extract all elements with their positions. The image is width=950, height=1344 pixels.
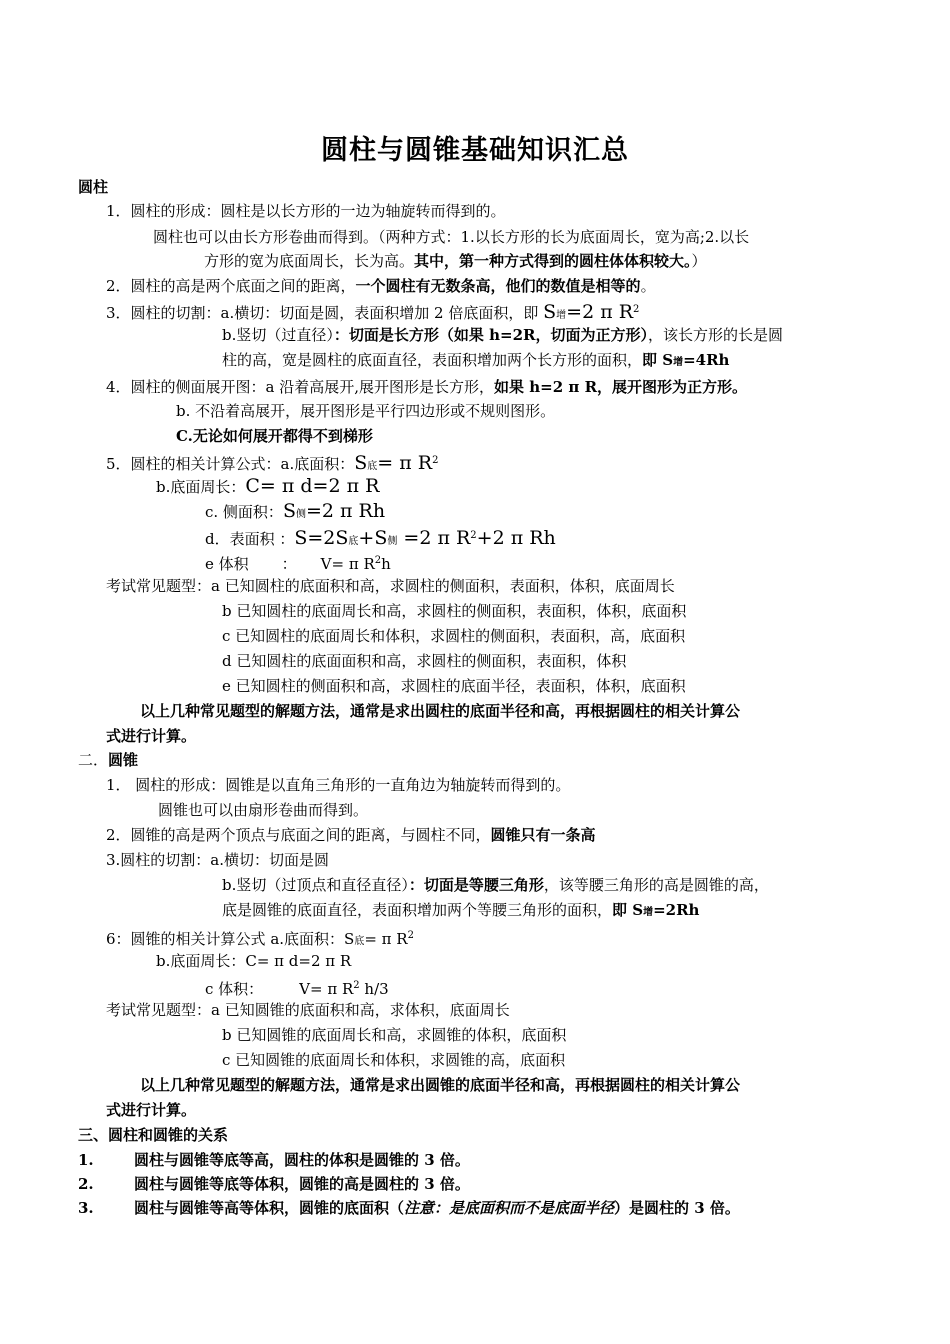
bold-text-span: 圆柱与圆锥等高等体积，圆锥的底面积（ [134, 1199, 405, 1217]
relation-item-number: 1. [78, 1151, 94, 1169]
bold-text-span: ）是圆柱的 3 倍。 [614, 1199, 740, 1217]
cylinder-summary-line-1: 以上几种常见题型的解题方法，通常是求出圆柱的底面半径和高，再根据圆柱的相关计算公 [140, 702, 741, 720]
cone-summary-line-1: 以上几种常见题型的解题方法，通常是求出圆锥的底面半径和高，再根据圆柱的相关计算公 [140, 1076, 741, 1094]
cone-formula-volume [205, 976, 389, 999]
formula-text: h [381, 555, 391, 573]
cylinder-unfold-line-c: C.无论如何展开都得不到梯形 [176, 427, 373, 445]
formula-text: = π R [364, 930, 408, 948]
cylinder-unfold-line-b: b. 不沿着高展开，展开图形是平行四边形或不规则图形。 [176, 402, 556, 420]
section-heading-cone [78, 750, 138, 770]
formula-text: = π R [377, 452, 433, 474]
cone-formation-sector-line: 圆锥也可以由扇形卷曲而得到。 [158, 801, 369, 819]
text-span: b.底面周长： [156, 478, 246, 496]
cylinder-formula-surface-area [205, 526, 556, 552]
cylinder-summary-line-2: 式进行计算。 [106, 727, 197, 745]
text-span: ： [281, 555, 297, 573]
bold-text-span: ：切面是等腰三角形 [408, 876, 544, 894]
text-span: ） [691, 252, 707, 270]
formula-superscript: 2 [432, 455, 439, 466]
formula-subscript: 侧 [295, 509, 306, 520]
relation-item-2: 圆柱与圆锥等底等体积，圆锥的高是圆柱的 3 倍。 [134, 1175, 470, 1193]
formula-subscript: 底 [354, 936, 365, 947]
formula-superscript: 2 [374, 555, 382, 566]
cone-formation-line: 1． 圆柱的形成：圆锥是以直角三角形的一直角边为轴旋转而得到的。 [106, 776, 571, 794]
section-heading-relation: 三、圆柱和圆锥的关系 [78, 1126, 229, 1144]
formula-subscript: 底 [367, 461, 378, 472]
formula-text: V= π R [320, 555, 375, 573]
italic-note: 注意：是底面积而不是底面半径 [404, 1199, 615, 1217]
cylinder-formula-perimeter [156, 476, 379, 497]
cylinder-vertical-cut-line [222, 325, 783, 345]
cone-formula-base-area [106, 926, 414, 952]
bold-text-span: 一个圆柱有无数条高，他们的数值是相等的 [355, 277, 641, 295]
cylinder-question-c: c 已知圆柱的底面周长和体积，求圆柱的侧面积，表面积，高，底面积 [222, 627, 686, 645]
formula-text: S=2S [294, 527, 349, 549]
cone-question-a: 考试常见题型：a 已知圆锥的底面积和高，求体积，底面周长 [106, 1001, 510, 1019]
formula-text: =2 π Rh [305, 500, 386, 522]
formula-subscript: 增 [673, 357, 684, 368]
formula-text: V= π R [299, 980, 354, 998]
cone-question-c: c 已知圆锥的底面周长和体积，求圆锥的高，底面积 [222, 1051, 566, 1069]
text-span: 2．圆柱的高是两个底面之间的距离， [106, 277, 356, 295]
formula-text: h/3 [359, 980, 389, 998]
text-span: 底是圆锥的底面直径，表面积增加两个等腰三角形的面积， [222, 901, 613, 919]
text-span: 4．圆柱的侧面展开图：a 沿着高展开,展开图形是长方形， [106, 378, 495, 396]
bold-text-span: 圆锥只有一条高 [490, 826, 596, 844]
cone-formula-perimeter: b.底面周长：C= π d=2 π R [156, 952, 352, 970]
cylinder-formula-volume [205, 551, 391, 574]
cylinder-question-b: b 已知圆柱的底面周长和高，求圆柱的侧面积，表面积，体积，底面积 [222, 602, 687, 620]
cone-vertical-cut-line [222, 875, 769, 895]
formula-superscript: 2 [470, 530, 477, 541]
bold-text-span: 圆锥 [108, 751, 139, 769]
bold-text-span: =2Rh [653, 901, 700, 919]
formula-symbol: S [354, 452, 368, 474]
section-heading-cylinder: 圆柱 [78, 178, 109, 196]
relation-item-1: 圆柱与圆锥等底等高，圆柱的体积是圆锥的 3 倍。 [134, 1151, 470, 1169]
formula-text: =2 π R [566, 301, 634, 323]
formula-subscript: 底 [348, 536, 359, 547]
text-span: 柱的高，宽是圆柱的底面直径，表面积增加两个长方形的面积， [222, 351, 643, 369]
text-span: 2．圆锥的高是两个顶点与底面之间的距离，与圆柱不同， [106, 826, 491, 844]
formula-superscript: 2 [407, 930, 414, 941]
formula-text: C= π d=2 π R [245, 475, 380, 497]
bold-text-span: 即 S [642, 351, 674, 369]
text-span: e 体积 [205, 555, 249, 573]
formula-text: =2 π R [397, 527, 471, 549]
cone-height-line [106, 825, 596, 845]
formula-subscript: 侧 [387, 536, 398, 547]
cylinder-question-a: 考试常见题型：a 已知圆柱的底面积和高，求圆柱的侧面积，表面积，体积，底面周长 [106, 577, 675, 595]
cylinder-formula-base-area [106, 451, 438, 477]
text-span: 。 [640, 277, 656, 295]
bold-text-span: =4Rh [683, 351, 730, 369]
text-span: c 体积： [205, 980, 264, 998]
relation-item-number: 2. [78, 1175, 94, 1193]
text-span: c. 侧面积： [205, 503, 283, 521]
formula-text: +S [358, 527, 388, 549]
formula-subscript: 增 [556, 310, 567, 321]
formula-superscript: 2 [353, 980, 360, 991]
cylinder-unfold-line [106, 377, 747, 397]
cylinder-question-d: d 已知圆柱的底面面积和高，求圆柱的侧面积，表面积，体积 [222, 652, 627, 670]
formula-symbol: S [543, 301, 557, 323]
formula-subscript: 增 [643, 907, 654, 918]
cone-summary-line-2: 式进行计算。 [106, 1101, 197, 1119]
cone-vertical-cut-line-2 [222, 900, 699, 923]
text-span: 3．圆柱的切割：a.横切：切面是圆，表面积增加 2 倍底面积，即 [106, 304, 539, 322]
cylinder-vertical-cut-line-2 [222, 350, 729, 373]
formula-text: +2 π Rh [476, 527, 556, 549]
formula-symbol: S [282, 500, 296, 522]
document-title: 圆柱与圆锥基础知识汇总 [321, 135, 629, 166]
text-span: b.竖切（过顶点和直径直径） [222, 876, 409, 894]
text-span: 二． [78, 751, 109, 769]
cone-question-b: b 已知圆锥的底面周长和高，求圆锥的体积，底面积 [222, 1026, 567, 1044]
cylinder-formula-lateral-area [205, 501, 385, 525]
text-span: b.竖切（过直径） [222, 326, 334, 344]
cylinder-formation-line: 1．圆柱的形成：圆柱是以长方形的一边为轴旋转而得到的。 [106, 202, 506, 220]
cone-cut-line: 3.圆柱的切割：a.横切：切面是圆 [106, 851, 330, 869]
text-span: 6：圆锥的相关计算公式 a.底面积：S [106, 930, 355, 948]
relation-item-number: 3. [78, 1199, 94, 1217]
bold-text-span: 其中，第一种方式得到的圆柱体体积较大。 [414, 252, 692, 270]
cylinder-height-line [106, 276, 656, 296]
bold-text-span: ：切面是长方形（如果 h=2R，切面为正方形） [333, 326, 648, 344]
text-span: ，该等腰三角形的高是圆锥的高， [543, 876, 769, 894]
text-span: 5．圆柱的相关计算公式：a.底面积： [106, 455, 355, 473]
cylinder-question-e: e 已知圆柱的侧面积和高，求圆柱的底面半径，表面积，体积，底面积 [222, 677, 686, 695]
text-span: d．表面积 ： [205, 530, 295, 548]
text-span: ，该长方形的长是圆 [647, 326, 783, 344]
text-span: 方形的宽为底面周长，长为高。 [204, 252, 415, 270]
cylinder-formation-roll-line: 圆柱也可以由长方形卷曲而得到。（两种方式：1.以长方形的长为底面周长，宽为高;2.以长 [153, 228, 750, 246]
relation-item-3 [134, 1198, 740, 1218]
cylinder-formation-roll-line-2 [204, 251, 707, 271]
bold-text-span: 如果 h=2 π R，展开图形为正方形。 [494, 378, 748, 396]
bold-text-span: 即 S [612, 901, 644, 919]
formula-superscript: 2 [633, 304, 640, 315]
cylinder-cut-line [106, 300, 639, 326]
